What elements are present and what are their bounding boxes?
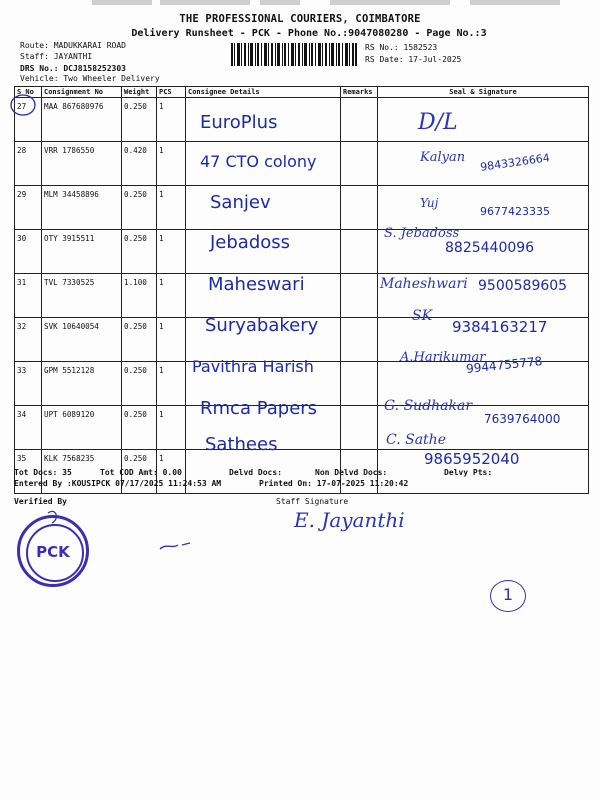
- handwritten-signature: C. Sathe: [386, 432, 446, 448]
- remarks-cell: [341, 186, 378, 230]
- table-row: [15, 98, 589, 142]
- col-header-pcs: PCS: [157, 87, 186, 98]
- col-header-remarks: Remarks: [341, 87, 378, 98]
- document-title: THE PROFESSIONAL COURIERS, COIMBATORE: [179, 13, 421, 25]
- sno-cell: 29: [15, 186, 42, 230]
- handwritten-signature: Yuj: [420, 196, 439, 210]
- weight-cell: 0.420: [122, 142, 157, 186]
- consignment-cell: KLK 7568235: [42, 450, 122, 494]
- pcs-cell: 1: [157, 318, 186, 362]
- handwritten-signature: G. Sudhakar: [384, 398, 473, 414]
- vehicle-label: Vehicle: Two Wheeler Delivery: [20, 74, 160, 83]
- remarks-cell: [341, 318, 378, 362]
- pck-stamp: [17, 515, 89, 587]
- handwritten-signature: SK: [412, 308, 433, 324]
- handwritten-signature: A.Harikumar: [400, 350, 486, 365]
- weight-cell: 1.100: [122, 274, 157, 318]
- remarks-cell: [341, 362, 378, 406]
- handwritten-phone: 7639764000: [484, 412, 561, 426]
- scan-top-marks: [0, 0, 600, 8]
- stamp-text: PCK: [36, 543, 70, 561]
- handwritten-phone: 9865952040: [424, 450, 520, 468]
- pcs-cell: 1: [157, 406, 186, 450]
- document-subtitle: Delivery Runsheet - PCK - Phone No.:9047080280 - Page No.:3: [131, 28, 487, 39]
- pcs-cell: 1: [157, 274, 186, 318]
- verified-by-label: Verified By: [14, 497, 67, 506]
- handwritten-consignee: 47 CTO colony: [200, 152, 317, 171]
- sno-cell: 30: [15, 230, 42, 274]
- sno-cell: 34: [15, 406, 42, 450]
- col-header-consignee: Consignee Details: [186, 87, 341, 98]
- remarks-cell: [341, 406, 378, 450]
- pcs-cell: 1: [157, 450, 186, 494]
- col-header-seal: Seal & Signature: [378, 87, 589, 98]
- consignment-cell: TVL 7330525: [42, 274, 122, 318]
- handwritten-consignee: Pavithra Harish: [192, 357, 314, 376]
- remarks-cell: [341, 98, 378, 142]
- remarks-cell: [341, 230, 378, 274]
- drs-label: DRS No.: DCJ8158252303: [20, 64, 126, 73]
- weight-cell: 0.250: [122, 230, 157, 274]
- sno-cell: 33: [15, 362, 42, 406]
- page-mark-number: 1: [502, 585, 514, 604]
- consignment-cell: SVK 10640054: [42, 318, 122, 362]
- remarks-cell: [341, 274, 378, 318]
- sno-cell: 31: [15, 274, 42, 318]
- handwritten-circle-mark: [8, 92, 38, 118]
- entered-by: Entered By :KOUSIPCK 07/17/2025 11:24:53 AM: [14, 479, 222, 488]
- handwritten-consignee: EuroPlus: [200, 112, 278, 133]
- pcs-cell: 1: [157, 362, 186, 406]
- handwritten-phone: 9500589605: [478, 278, 568, 294]
- handwritten-consignee: Sanjev: [210, 192, 271, 213]
- staff-label: Staff: JAYANTHI: [20, 52, 93, 61]
- consignment-cell: OTY 3915511: [42, 230, 122, 274]
- weight-cell: 0.250: [122, 186, 157, 230]
- rs-number: RS No.: 1582523: [365, 43, 438, 52]
- handwritten-phone: 9677423335: [480, 205, 550, 218]
- handwritten-consignee: Sathees: [205, 434, 278, 455]
- handwritten-phone: 9843326664: [479, 151, 551, 174]
- route-label: Route: MADUKKARAI ROAD: [20, 41, 126, 50]
- handwritten-signature: D/L: [418, 110, 458, 135]
- weight-cell: 0.250: [122, 362, 157, 406]
- rs-date: RS Date: 17-Jul-2025: [365, 55, 462, 64]
- total-docs: Tot Docs: 35: [14, 468, 72, 477]
- handwritten-consignee: Suryabakery: [205, 315, 319, 336]
- col-header-sno: S No: [15, 87, 42, 98]
- staff-signature-label: Staff Signature: [276, 497, 349, 506]
- handwritten-signature: Kalyan: [420, 150, 466, 165]
- sno-cell: 35: [15, 450, 42, 494]
- weight-cell: 0.250: [122, 98, 157, 142]
- total-cod-amount: Tot COD Amt: 0.00: [100, 468, 182, 477]
- sno-cell: 28: [15, 142, 42, 186]
- table-header-row: [15, 87, 589, 98]
- remarks-cell: [341, 142, 378, 186]
- sno-cell: 32: [15, 318, 42, 362]
- pcs-cell: 1: [157, 186, 186, 230]
- pcs-cell: 1: [157, 98, 186, 142]
- delivered-docs: Delvd Docs:: [229, 468, 282, 477]
- handwritten-signature: Maheshwari: [380, 276, 468, 292]
- consignment-cell: VRR 1786550: [42, 142, 122, 186]
- weight-cell: 0.250: [122, 318, 157, 362]
- consignment-cell: MAA 867680976: [42, 98, 122, 142]
- handwritten-signature: S. Jebadoss: [384, 226, 460, 241]
- weight-cell: 0.250: [122, 450, 157, 494]
- staff-signature: E. Jayanthi: [294, 508, 405, 532]
- circled-page-mark: [490, 580, 526, 612]
- barcode: [231, 43, 357, 66]
- col-header-weight: Weight: [122, 87, 157, 98]
- pcs-cell: 1: [157, 142, 186, 186]
- pcs-cell: 1: [157, 230, 186, 274]
- handwritten-phone: 8825440096: [445, 240, 535, 256]
- consignment-cell: UPT 6089120: [42, 406, 122, 450]
- weight-cell: 0.250: [122, 406, 157, 450]
- non-delivered-docs: Non Delvd Docs:: [315, 468, 388, 477]
- sno-cell: 27: [15, 98, 42, 142]
- handwritten-phone: 9384163217: [452, 318, 548, 336]
- handwritten-consignee: Maheswari: [208, 274, 305, 295]
- handwritten-consignee: Rmca Papers: [200, 398, 318, 419]
- seal-cell: [378, 98, 589, 142]
- handwritten-consignee: Jebadoss: [210, 232, 291, 253]
- col-header-consignment: Consignment No: [42, 87, 122, 98]
- consignment-cell: MLM 34458896: [42, 186, 122, 230]
- printed-on: Printed On: 17-07-2025 11:20:42: [259, 479, 409, 488]
- consignment-cell: GPM 5512128: [42, 362, 122, 406]
- delivery-points: Delvy Pts:: [444, 468, 493, 477]
- handwritten-phone: 9944755778: [465, 354, 543, 376]
